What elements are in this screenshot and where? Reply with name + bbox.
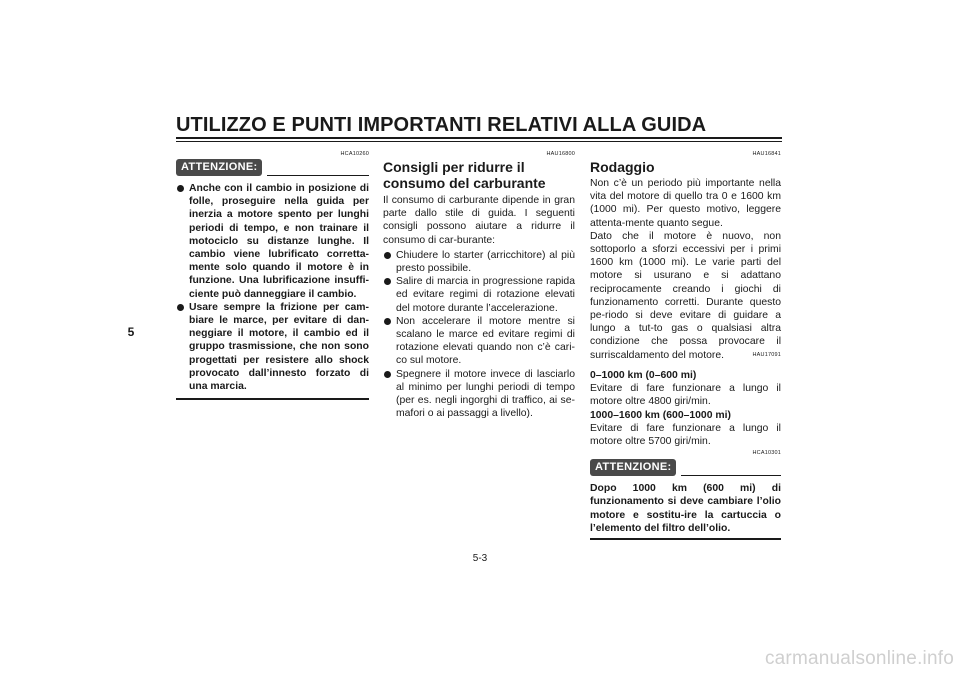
break-in-para-1: Non c’è un periodo più importante nella vita del motore di quello tra 0 e 1600 km (1000 mi). Per questo motivo, leggere attenta-mente quanto segue. — [590, 178, 781, 229]
range-1-text: Evitare di fare funzionare a lungo il motore oltre 4800 giri/min. — [590, 383, 781, 408]
page-title: UTILIZZO E PUNTI IMPORTANTI RELATIVI ALLA GUIDA — [176, 114, 707, 136]
range-2-heading: 1000–1600 km (600–1000 mi) — [590, 409, 731, 421]
right-code-1: HAU16841 — [752, 151, 781, 157]
right-attention-header — [590, 459, 781, 476]
break-in-para-2: Dato che il motore è nuovo, non sottoporlo a sforzi eccessivi per i primi 1600 km (1000 mi). Le varie parti del motore si usurano e si adattano reciprocamente creando i giochi di funzionamento corretti. Durante questo pe-riodo si deve evitare di guidare a lungo a tut-to gas o qualsiasi altra condizione che possa provocare il surriscaldamento del motore. — [590, 230, 781, 361]
fuel-section-heading: Consigli per ridurre il consumo del carburante — [383, 159, 546, 191]
right-code-2: HAU17091 — [752, 352, 781, 358]
fuel-bullet-item: Spegnere il motore invece di lasciarlo al minimo per lunghi periodi di tempo (per es. negli ingorghi di traffico, ai se-mafori o ai passaggi a livello). — [383, 368, 575, 421]
left-column — [176, 150, 369, 400]
break-in-heading: Rodaggio — [590, 159, 655, 175]
fuel-bullet-item: Chiudere lo starter (arricchitore) al più presto possibile. — [383, 249, 575, 275]
attention-badge: ATTENZIONE: — [176, 159, 262, 176]
bullet-icon — [384, 318, 391, 325]
fuel-bullet-list — [383, 249, 575, 421]
page-number: 5-3 — [472, 553, 488, 564]
title-rule-thin — [176, 141, 782, 142]
bullet-icon — [384, 252, 391, 259]
oil-change-warning: Dopo 1000 km (600 mi) di funzionamento si deve cambiare l’olio motore e sostitu-ire la cartuccia o l’elemento del filtro dell’olio. — [590, 483, 781, 534]
right-code-3: HCA10301 — [752, 450, 781, 457]
watermark: carmanualsonline.info — [764, 648, 954, 669]
left-bullet-item: Usare sempre la frizione per cam-biare le marce, per evitare di dan-neggiare il motore, il cambio ed il gruppo trasmissione, che non sono progettati per resistere allo shock provocato dall’innesto forzato di una marcia. — [176, 301, 369, 393]
range-1-heading: 0–1000 km (0–600 mi) — [590, 370, 697, 381]
bullet-icon — [384, 371, 391, 378]
right-column-lower — [590, 351, 781, 540]
left-code: HCA10260 — [340, 151, 369, 157]
middle-column — [383, 150, 575, 420]
attention-rule — [267, 175, 369, 177]
left-end-rule — [176, 398, 369, 400]
title-rule-thick — [176, 137, 782, 139]
attention-badge: ATTENZIONE: — [590, 459, 676, 476]
right-end-rule — [590, 538, 781, 540]
chapter-tab: 5 — [127, 325, 135, 339]
range-2-text: Evitare di fare funzionare a lungo il motore oltre 5700 giri/min. — [590, 422, 781, 448]
bullet-icon — [177, 304, 184, 311]
left-bullet-item: Anche con il cambio in posizione di folle, proseguire nella guida per inerzia a motore spento per lunghi periodi di tempo, e non trainare il motociclo su distanze lunghe. Il cambio viene lubrificato corretta-mente solo quando il motore è in funzione. Una lubrificazione insuffi-ciente può danneggiare il cambio. — [176, 182, 369, 301]
middle-code: HAU16800 — [546, 151, 575, 157]
bullet-icon — [384, 278, 391, 285]
left-bullet-list — [176, 182, 369, 393]
fuel-intro: Il consumo di carburante dipende in gran parte dallo stile di guida. I seguenti consigli possono aiutare a ridurre il consumo di car-burante: — [383, 195, 575, 246]
right-column — [590, 150, 781, 362]
left-attention-header — [176, 159, 369, 176]
fuel-bullet-item: Non accelerare il motore mentre si scalano le marce ed evitare regimi di rotazione elevati quando non c’è cari-co sul motore. — [383, 315, 575, 368]
bullet-icon — [177, 185, 184, 192]
fuel-bullet-item: Salire di marcia in progressione rapida ed evitare regimi di rotazione elevati del motore durante l’accelerazione. — [383, 275, 575, 315]
attention-rule — [681, 475, 781, 477]
